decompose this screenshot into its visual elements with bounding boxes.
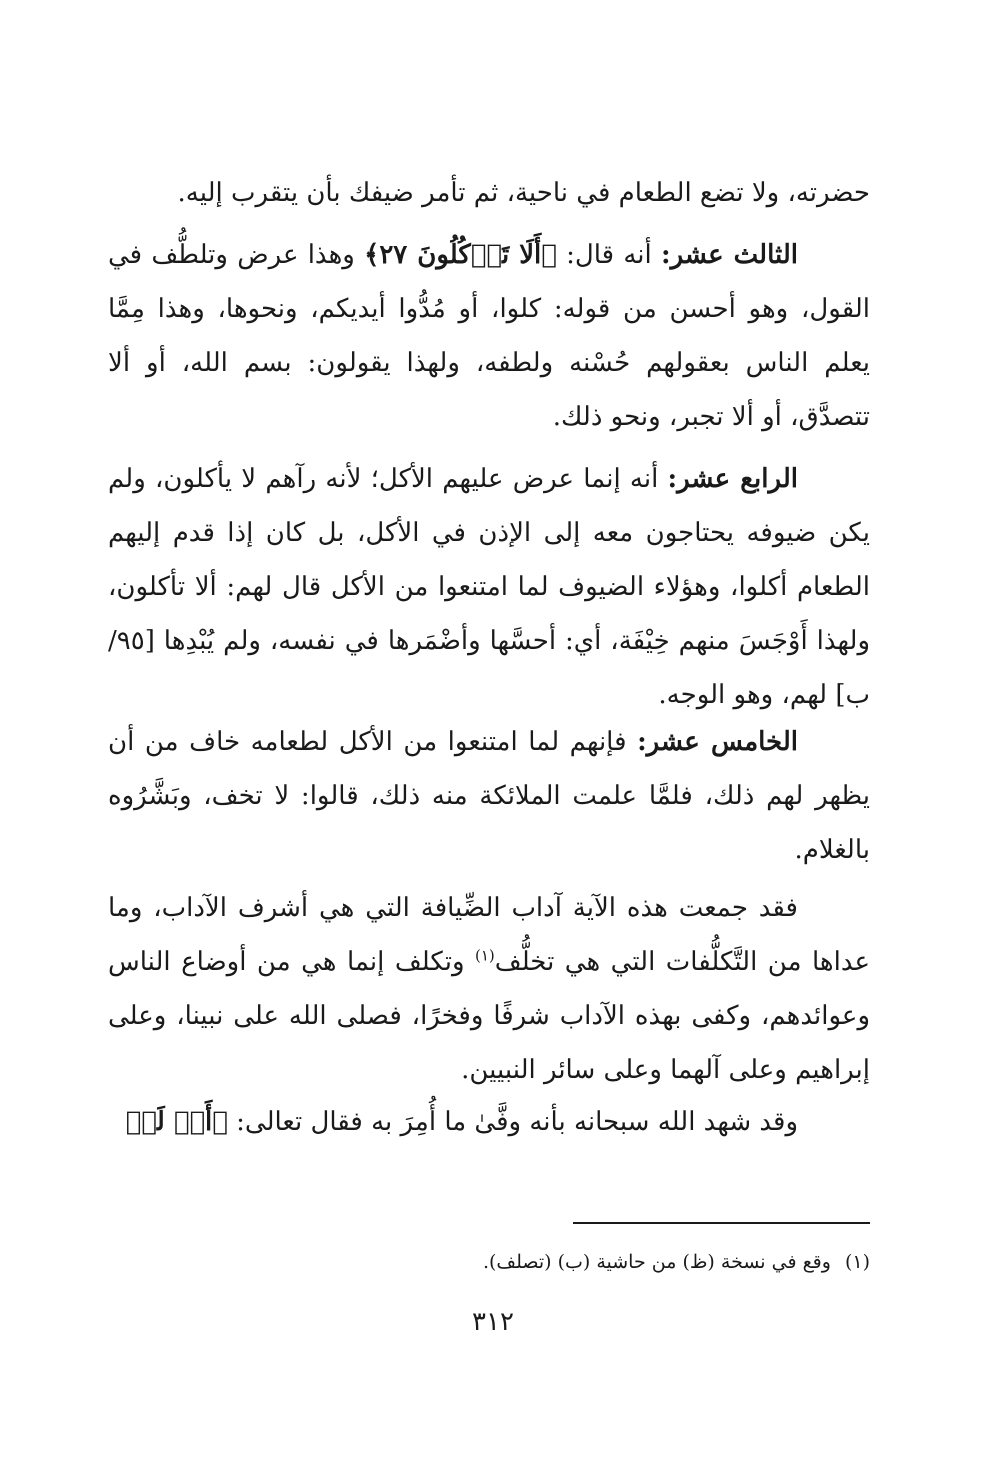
paragraph-fourteenth [108, 452, 870, 722]
paragraph-text: أنه قال: [556, 240, 661, 270]
quran-quote: ﴿أَمۡ لَمۡ [125, 1107, 228, 1137]
paragraph-conclusion [108, 881, 870, 1097]
paragraph-text: وقد شهد الله سبحانه بأنه وفَّىٰ ما أُمِرَ به فقال تعالى: [227, 1107, 798, 1137]
paragraph-heading: الثالث عشر: [660, 240, 798, 270]
paragraph-heading: الخامس عشر: [637, 727, 798, 757]
paragraph-continuation [108, 166, 870, 220]
footnote [270, 1245, 870, 1279]
paragraph-testimony [108, 1095, 870, 1149]
paragraph-text: وهذا عرض وتلطُّف في القول، وهو أحسن من قوله: كلوا، أو مُدُّوا أيديكم، ونحوها، وهذا مِمَّا يعلم الناس بعقولهم حُسْنه ولطفه، ولهذا يقولون: بسم الله، أو ألا تتصدَّق، أو ألا تجبر، ونحو ذلك. [108, 240, 870, 432]
paragraph-text: أنه إنما عرض عليهم الأكل؛ لأنه رآهم لا يأكلون، ولم يكن ضيوفه يحتاجون معه إلى الإذن في الأكل، بل كان إذا قدم إليهم الطعام أكلوا، وهؤلاء الضيوف لما امتنعوا من الأكل قال لهم: ألا تأكلون، ولهذا أَوْجَسَ منهم خِيْفَة، أي: أحسَّها وأضْمَرها في نفسه، ولم يُبْدِها [٩٥/ب] لهم، وهو الوجه. [108, 464, 870, 710]
page-number: ٣١٢ [472, 1307, 514, 1337]
footnote-text: وقع في نسخة (ظ) من حاشية (ب) (تصلف). [482, 1251, 831, 1273]
paragraph-thirteenth [108, 228, 870, 444]
paragraph-fifteenth [108, 715, 870, 877]
paragraph-text: فقد جمعت هذه الآية آداب الضِّيافة التي هي أشرف الآداب، وما عداها من التَّكلُّفات التي هي تخلُّف [108, 893, 870, 977]
paragraph-text: فإنهم لما امتنعوا من الأكل لطعامه خاف من أن يظهر لهم ذلك، فلمَّا علمت الملائكة منه ذلك، قالوا: لا تخف، وبَشَّرُوه بالغلام. [108, 727, 870, 865]
paragraph-text: حضرته، ولا تضع الطعام في ناحية، ثم تأمر ضيفك بأن يتقرب إليه. [177, 178, 870, 208]
paragraph-heading: الرابع عشر: [667, 464, 799, 494]
footnote-number: (١) [844, 1251, 870, 1273]
footnote-divider [573, 1222, 870, 1224]
paragraph-text: وتكلف إنما هي من أوضاع الناس وعوائدهم، وكفى بهذه الآداب شرفًا وفخرًا، فصلى الله على نبينا، وعلى إبراهيم وعلى آلهما وعلى سائر النبيين. [108, 947, 870, 1085]
quran-quote: ﴿أَلَا تَأۡكُلُونَ ٢٧﴾ [364, 240, 557, 270]
footnote-reference[interactable]: (١) [475, 946, 495, 965]
